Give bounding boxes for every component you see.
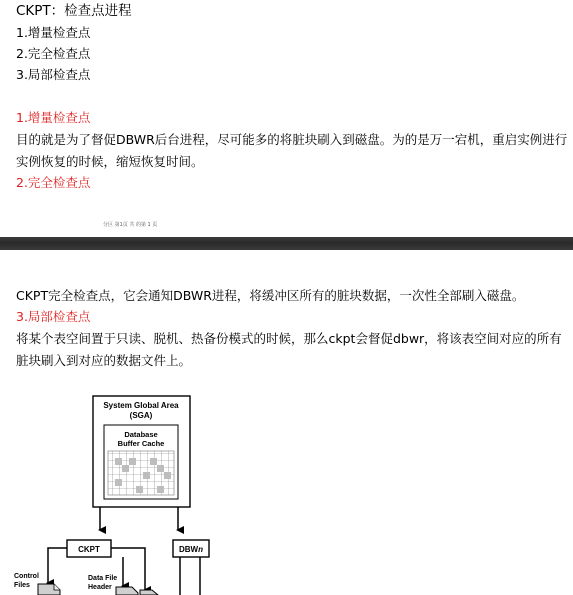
control-files-label-line2: Files <box>14 582 30 589</box>
datafile-icon-2 <box>140 590 158 595</box>
section-text-partial-line1: 将某个表空间置于只读、脱机、热备份模式的时候，那么ckpt会督促dbwr，将该表空间对应的所有 <box>16 331 562 346</box>
sga-label-line2: (SGA) <box>129 411 153 420</box>
section-heading-incremental: 1.增量检查点 <box>16 110 91 125</box>
ckpt-label: CKPT <box>78 545 100 554</box>
page-footer: 分区 第1页 共 的第 1 页 <box>103 222 158 228</box>
ckpt-to-control-files-arrow <box>48 548 67 583</box>
section-text-incremental-line1: 目的就是为了督促DBWR后台进程，尽可能多的将脏块刷入到磁盘。为的是万一宕机，重启实例进行 <box>16 132 568 147</box>
section-text-incremental-line2: 实例恢复的时候，缩短恢复时间。 <box>16 154 204 169</box>
control-files-label-line1: Control <box>14 573 39 580</box>
dbwn-label: DBWn <box>179 545 203 554</box>
ckpt-to-datafile-header-arrow <box>111 548 145 590</box>
buffer-cache-label-line2: Buffer Cache <box>117 439 165 448</box>
page-separator <box>0 237 573 250</box>
datafile-header-label-line1: Data File <box>88 575 118 582</box>
section-heading-partial: 3.局部检查点 <box>16 309 91 324</box>
datafile-icon <box>116 587 138 595</box>
section-heading-full: 2.完全检查点 <box>16 175 91 190</box>
section-text-partial-line2: 脏块刷入到对应的数据文件上。 <box>16 353 192 368</box>
sga-label-line1: System Global Area <box>103 401 179 410</box>
list-item-full: 2.完全检查点 <box>16 46 91 61</box>
section-text-full: CKPT完全检查点，它会通知DBWR进程，将缓冲区所有的脏块数据，一次性全部刷入磁盘。 <box>16 288 525 303</box>
list-item-partial: 3.局部检查点 <box>16 67 91 82</box>
page-title: CKPT：检查点进程 <box>16 3 132 19</box>
document-page-1 <box>0 0 573 237</box>
datafile-header-label-line2: Header <box>88 584 112 591</box>
document-page-2 <box>0 250 573 595</box>
ckpt-architecture-diagram <box>0 250 573 595</box>
buffer-cache-label-line1: Database <box>124 430 158 439</box>
list-item-incremental: 1.增量检查点 <box>16 25 91 40</box>
